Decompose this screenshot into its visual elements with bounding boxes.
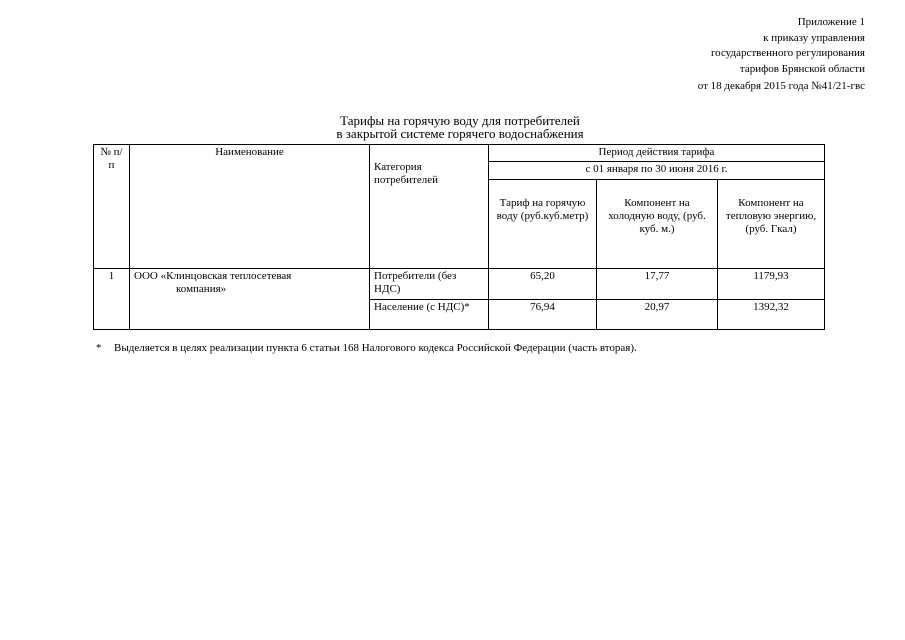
cold-component-value: 20,97 xyxy=(644,301,670,313)
header-name xyxy=(130,145,370,269)
header-period-range xyxy=(489,162,825,180)
appendix-order-line: от 18 декабря 2015 года №41/21-гвс xyxy=(697,80,865,92)
category-value: Потребители (без НДС) xyxy=(374,270,457,295)
thermal-component-value: 1179,93 xyxy=(753,270,789,282)
category-cell xyxy=(370,269,489,300)
header-category xyxy=(370,145,489,269)
document-title xyxy=(200,114,720,140)
appendix-line-2: к приказу управления xyxy=(763,31,865,44)
organization-name-line-1: ООО «Клинцовская теплосетевая xyxy=(134,270,292,282)
header-cold-component xyxy=(597,180,718,269)
header-period xyxy=(489,145,825,162)
header-period-range-label: с 01 января по 30 июня 2016 г. xyxy=(585,163,728,175)
category-cell xyxy=(370,300,489,330)
tariff-cell xyxy=(489,269,597,300)
title-line-2: в закрытой системе горячего водоснабжения xyxy=(336,126,584,141)
header-thermal-component-label: Компонент на тепловую энергию, (руб. Гкал) xyxy=(725,197,817,235)
category-value: Население (с НДС)* xyxy=(374,301,470,313)
footnote xyxy=(96,342,637,355)
header-name-label: Наименование xyxy=(215,146,284,158)
header-thermal-component xyxy=(718,180,825,269)
header-number xyxy=(94,145,130,269)
thermal-component-cell xyxy=(718,300,825,330)
appendix-line-4: тарифов Брянской области xyxy=(739,62,865,75)
header-tariff-label: Тариф на горячую воду (руб.куб.метр) xyxy=(496,197,589,222)
footnote-mark: * xyxy=(96,342,102,354)
appendix-line-1: Приложение 1 xyxy=(797,16,865,28)
tariff-table xyxy=(93,144,825,330)
table-row xyxy=(94,269,825,300)
organization-name-line-2: компания» xyxy=(176,283,227,295)
cold-component-value: 17,77 xyxy=(644,270,670,282)
tariff-cell xyxy=(489,300,597,330)
row-number xyxy=(94,269,130,330)
tariff-value: 76,94 xyxy=(530,301,555,313)
row-number-value: 1 xyxy=(108,270,115,282)
tariff-value: 65,20 xyxy=(530,270,555,282)
header-number-label: № п/п xyxy=(100,146,123,171)
header-period-label: Период действия тарифа xyxy=(598,146,715,158)
header-cold-component-label: Компонент на холодную воду, (руб. куб. м.) xyxy=(608,197,706,235)
thermal-component-value: 1392,32 xyxy=(753,301,789,313)
appendix-line-3: государственного регулирования xyxy=(710,47,865,59)
title-line-1: Тарифы на горячую воду для потребителей xyxy=(340,113,580,128)
header-category-label: Категория потребителей xyxy=(374,161,438,186)
header-tariff xyxy=(489,180,597,269)
organization-name xyxy=(130,269,370,330)
cold-component-cell xyxy=(597,300,718,330)
appendix-header xyxy=(698,15,865,95)
cold-component-cell xyxy=(597,269,718,300)
footnote-text: Выделяется в целях реализации пункта 6 статьи 168 Налогового кодекса Российской Федерации (часть вторая). xyxy=(114,342,637,354)
thermal-component-cell xyxy=(718,269,825,300)
